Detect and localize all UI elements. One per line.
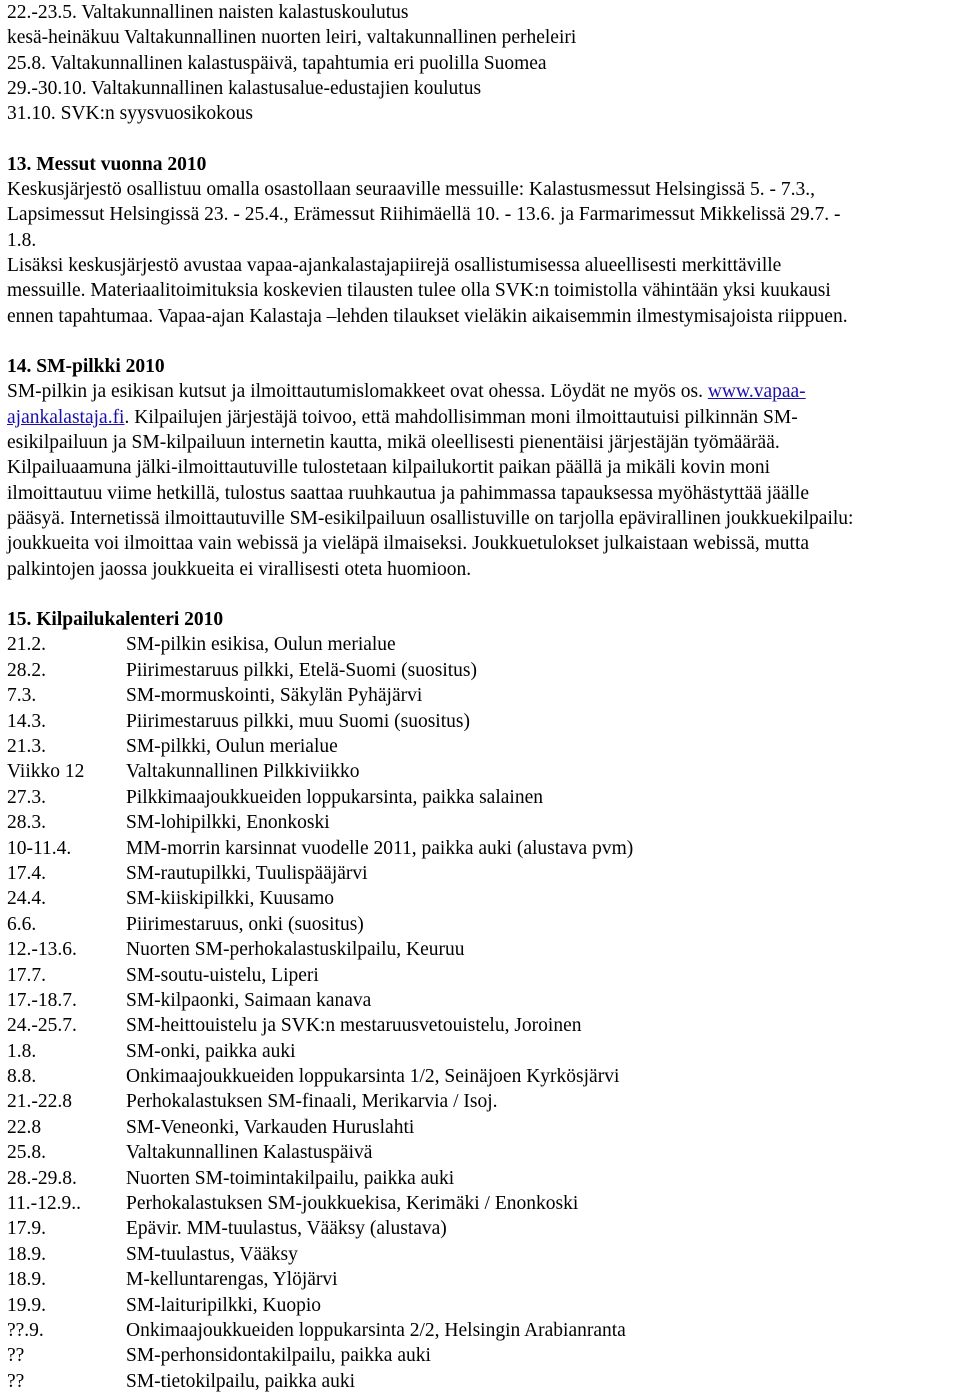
spacer — [7, 329, 957, 354]
calendar-row — [7, 1191, 957, 1216]
paragraph-line: ennen tapahtumaa. Vapaa-ajan Kalastaja –lehden tilaukset vieläkin aikaisemmin ilmestymisajoista riippuen. — [7, 305, 848, 327]
calendar-row — [7, 734, 957, 759]
paragraph-line: 1.8. — [7, 229, 37, 251]
paragraph-line: Keskusjärjestö osallistuu omalla osastollaan seuraaville messuille: Kalastusmessut Helsingissä 5. - 7.3., — [7, 179, 816, 201]
calendar-event: SM-kilpaonki, Saimaan kanava — [126, 989, 372, 1011]
calendar-event: SM-laituripilkki, Kuopio — [126, 1294, 321, 1316]
calendar-date: 17.7. — [7, 964, 46, 986]
calendar-event: SM-lohipilkki, Enonkoski — [126, 812, 330, 834]
paragraph-line: messuille. Materiaalitoimituksia koskevien tilausten tulee olla SVK:n toimistolla vähintään yksi kuukausi — [7, 280, 831, 302]
paragraph-line: palkintojen jaossa joukkueita ei virallisesti oteta huomioon. — [7, 558, 472, 580]
calendar-date: 17.-18.7. — [7, 989, 77, 1011]
calendar-event: SM-kiiskipilkki, Kuusamo — [126, 888, 335, 910]
calendar-event: Onkimaajoukkueiden loppukarsinta 2/2, Helsingin Arabianranta — [126, 1319, 626, 1341]
section-13-heading: 13. Messut vuonna 2010 — [7, 153, 207, 175]
calendar-date: 6.6. — [7, 913, 37, 935]
calendar-event: SM-tuulastus, Vääksy — [126, 1243, 298, 1265]
calendar-row — [7, 658, 957, 683]
schedule-line: kesä-heinäkuu Valtakunnallinen nuorten leiri, valtakunnallinen perheleiri — [7, 27, 577, 49]
calendar-event: Nuorten SM-toimintakilpailu, paikka auki — [126, 1167, 455, 1189]
section-13 — [7, 152, 957, 329]
paragraph-line: Lapsimessut Helsingissä 23. - 25.4., Erämessut Riihimäellä 10. - 13.6. ja Farmarimessut Mikkelissä 29.7. - — [7, 204, 841, 226]
section-15-heading: 15. Kilpailukalenteri 2010 — [7, 609, 224, 631]
calendar-event: SM-Veneonki, Varkauden Huruslahti — [126, 1116, 415, 1138]
calendar-date: ?? — [7, 1345, 25, 1367]
website-link[interactable]: www.vapaa- — [707, 381, 806, 403]
calendar-event: SM-pilkin esikisa, Oulun merialue — [126, 634, 396, 656]
calendar-row — [7, 1343, 957, 1368]
calendar-event: Piirimestaruus, onki (suositus) — [126, 913, 364, 935]
calendar-date: 12.-13.6. — [7, 939, 77, 961]
calendar-event: Nuorten SM-perhokalastuskilpailu, Keuruu — [126, 939, 465, 961]
calendar-event: M-kelluntarengas, Ylöjärvi — [126, 1269, 338, 1291]
paragraph-line: esikilpailuun ja SM-kilpailuun internetin kautta, mikä oleellisesti pienentäisi järjestäjän työmäärää. — [7, 432, 780, 454]
paragraph-line: Kilpailuaamuna jälki-ilmoittautuville tulostetaan kilpailukortit paikan päällä ja mikäli kovin moni — [7, 457, 771, 479]
paragraph-line: Lisäksi keskusjärjestö avustaa vapaa-ajankalastajapiirejä osallistumisessa alueellisesti merkittäville — [7, 254, 782, 276]
calendar-row — [7, 937, 957, 962]
section-14 — [7, 354, 957, 582]
section-14-heading: 14. SM-pilkki 2010 — [7, 356, 165, 378]
calendar-event: SM-perhonsidontakilpailu, paikka auki — [126, 1345, 431, 1367]
calendar-date: 21.2. — [7, 634, 46, 656]
calendar-event: Piirimestaruus pilkki, Etelä-Suomi (suositus) — [126, 659, 477, 681]
calendar-row — [7, 963, 957, 988]
calendar-date: ??.9. — [7, 1319, 44, 1341]
calendar-date: ?? — [7, 1370, 25, 1392]
calendar-event: SM-tietokilpailu, paikka auki — [126, 1370, 356, 1392]
schedule-line: 22.-23.5. Valtakunnallinen naisten kalastuskoulutus — [7, 2, 409, 23]
calendar-date: 14.3. — [7, 710, 46, 732]
calendar-row — [7, 632, 957, 657]
calendar-event: SM-onki, paikka auki — [126, 1040, 296, 1062]
calendar-date: 10-11.4. — [7, 837, 72, 859]
calendar-row — [7, 1089, 957, 1114]
calendar-date: 28.-29.8. — [7, 1167, 77, 1189]
calendar-row — [7, 1267, 957, 1292]
calendar-row — [7, 810, 957, 835]
calendar-event: Onkimaajoukkueiden loppukarsinta 1/2, Seinäjoen Kyrkösjärvi — [126, 1066, 620, 1088]
website-link-continued[interactable]: ajankalastaja.fi — [7, 406, 125, 428]
calendar-date: 19.9. — [7, 1294, 46, 1316]
calendar-event: Valtakunnallinen Pilkkiviikko — [126, 761, 360, 783]
calendar-row — [7, 1064, 957, 1089]
section-15 — [7, 607, 957, 1394]
schedule-line: 31.10. SVK:n syysvuosikokous — [7, 103, 253, 125]
calendar-row — [7, 912, 957, 937]
calendar-row — [7, 988, 957, 1013]
calendar-row — [7, 886, 957, 911]
calendar-row — [7, 1369, 957, 1394]
schedule-top-list — [7, 0, 957, 126]
calendar-row — [7, 683, 957, 708]
calendar-row — [7, 785, 957, 810]
calendar-row — [7, 1115, 957, 1140]
calendar-row — [7, 1013, 957, 1038]
calendar-row — [7, 861, 957, 886]
calendar-event: MM-morrin karsinnat vuodelle 2011, paikka auki (alustava pvm) — [126, 837, 634, 859]
calendar-row — [7, 1039, 957, 1064]
calendar-row — [7, 1166, 957, 1191]
paragraph-line: ilmoittautuu viime hetkillä, tulostus saattaa ruuhkautua ja pahimmassa tapauksessa myöhästyttää jäälle — [7, 482, 810, 504]
schedule-line: 29.-30.10. Valtakunnallinen kalastusalue-edustajien koulutus — [7, 77, 482, 99]
calendar-row — [7, 759, 957, 784]
calendar-date: 27.3. — [7, 786, 46, 808]
calendar-date: 18.9. — [7, 1243, 46, 1265]
calendar-date: 21.-22.8 — [7, 1091, 72, 1113]
calendar-event: Perhokalastuksen SM-finaali, Merikarvia / Isoj. — [126, 1091, 498, 1113]
calendar-date: 25.8. — [7, 1142, 46, 1164]
calendar-row — [7, 1216, 957, 1241]
calendar-event: SM-heittouistelu ja SVK:n mestaruusvetouistelu, Joroinen — [126, 1015, 582, 1037]
calendar-date: Viikko 12 — [7, 761, 85, 783]
calendar-event: SM-soutu-uistelu, Liperi — [126, 964, 319, 986]
calendar-event: SM-rautupilkki, Tuulispääjärvi — [126, 862, 368, 884]
calendar-date: 24.4. — [7, 888, 46, 910]
paragraph-text: SM-pilkin ja esikisan kutsut ja ilmoittautumislomakkeet ovat ohessa. Löydät ne myös os. — [7, 381, 708, 403]
calendar-date: 7.3. — [7, 685, 37, 707]
calendar-event: SM-pilkki, Oulun merialue — [126, 735, 338, 757]
calendar-date: 8.8. — [7, 1066, 37, 1088]
calendar-date: 28.3. — [7, 812, 46, 834]
calendar-date: 24.-25.7. — [7, 1015, 77, 1037]
calendar-event: Perhokalastuksen SM-joukkuekisa, Kerimäki / Enonkoski — [126, 1193, 579, 1215]
schedule-line: 25.8. Valtakunnallinen kalastuspäivä, tapahtumia eri puolilla Suomea — [7, 52, 547, 74]
calendar-date: 22.8 — [7, 1116, 42, 1138]
calendar-row — [7, 1318, 957, 1343]
calendar-event: Valtakunnallinen Kalastuspäivä — [126, 1142, 373, 1164]
calendar-date: 1.8. — [7, 1040, 37, 1062]
spacer — [7, 582, 957, 607]
calendar-row — [7, 1242, 957, 1267]
calendar-event: Piirimestaruus pilkki, muu Suomi (suositus) — [126, 710, 470, 732]
calendar-date: 17.9. — [7, 1218, 46, 1240]
calendar-date: 18.9. — [7, 1269, 46, 1291]
calendar-row — [7, 709, 957, 734]
calendar-row — [7, 1140, 957, 1165]
document-page — [7, 0, 957, 1394]
calendar-date: 21.3. — [7, 735, 46, 757]
paragraph-line: joukkueita voi ilmoittaa vain webissä ja vieläpä ilmaiseksi. Joukkuetulokset julkaistaan webissä, mutta — [7, 533, 810, 555]
paragraph-text: . Kilpailujen järjestäjä toivoo, että mahdollisimman moni ilmoittautuisi pilkinnän SM- — [124, 406, 798, 428]
calendar-date: 17.4. — [7, 862, 46, 884]
calendar-date: 11.-12.9.. — [7, 1193, 82, 1215]
spacer — [7, 126, 957, 151]
calendar-event: Pilkkimaajoukkueiden loppukarsinta, paikka salainen — [126, 786, 543, 808]
calendar-event: SM-mormuskointi, Säkylän Pyhäjärvi — [126, 685, 423, 707]
paragraph-line — [7, 405, 957, 430]
calendar-row — [7, 836, 957, 861]
calendar-event: Epävir. MM-tuulastus, Vääksy (alustava) — [126, 1218, 447, 1240]
competition-calendar — [7, 632, 957, 1394]
paragraph-line: pääsyä. Internetissä ilmoittautuville SM-esikilpailuun osallistuville on tarjolla epävirallinen joukkuekilpailu: — [7, 507, 854, 529]
calendar-date: 28.2. — [7, 659, 46, 681]
paragraph-line — [7, 379, 957, 404]
calendar-row — [7, 1293, 957, 1318]
